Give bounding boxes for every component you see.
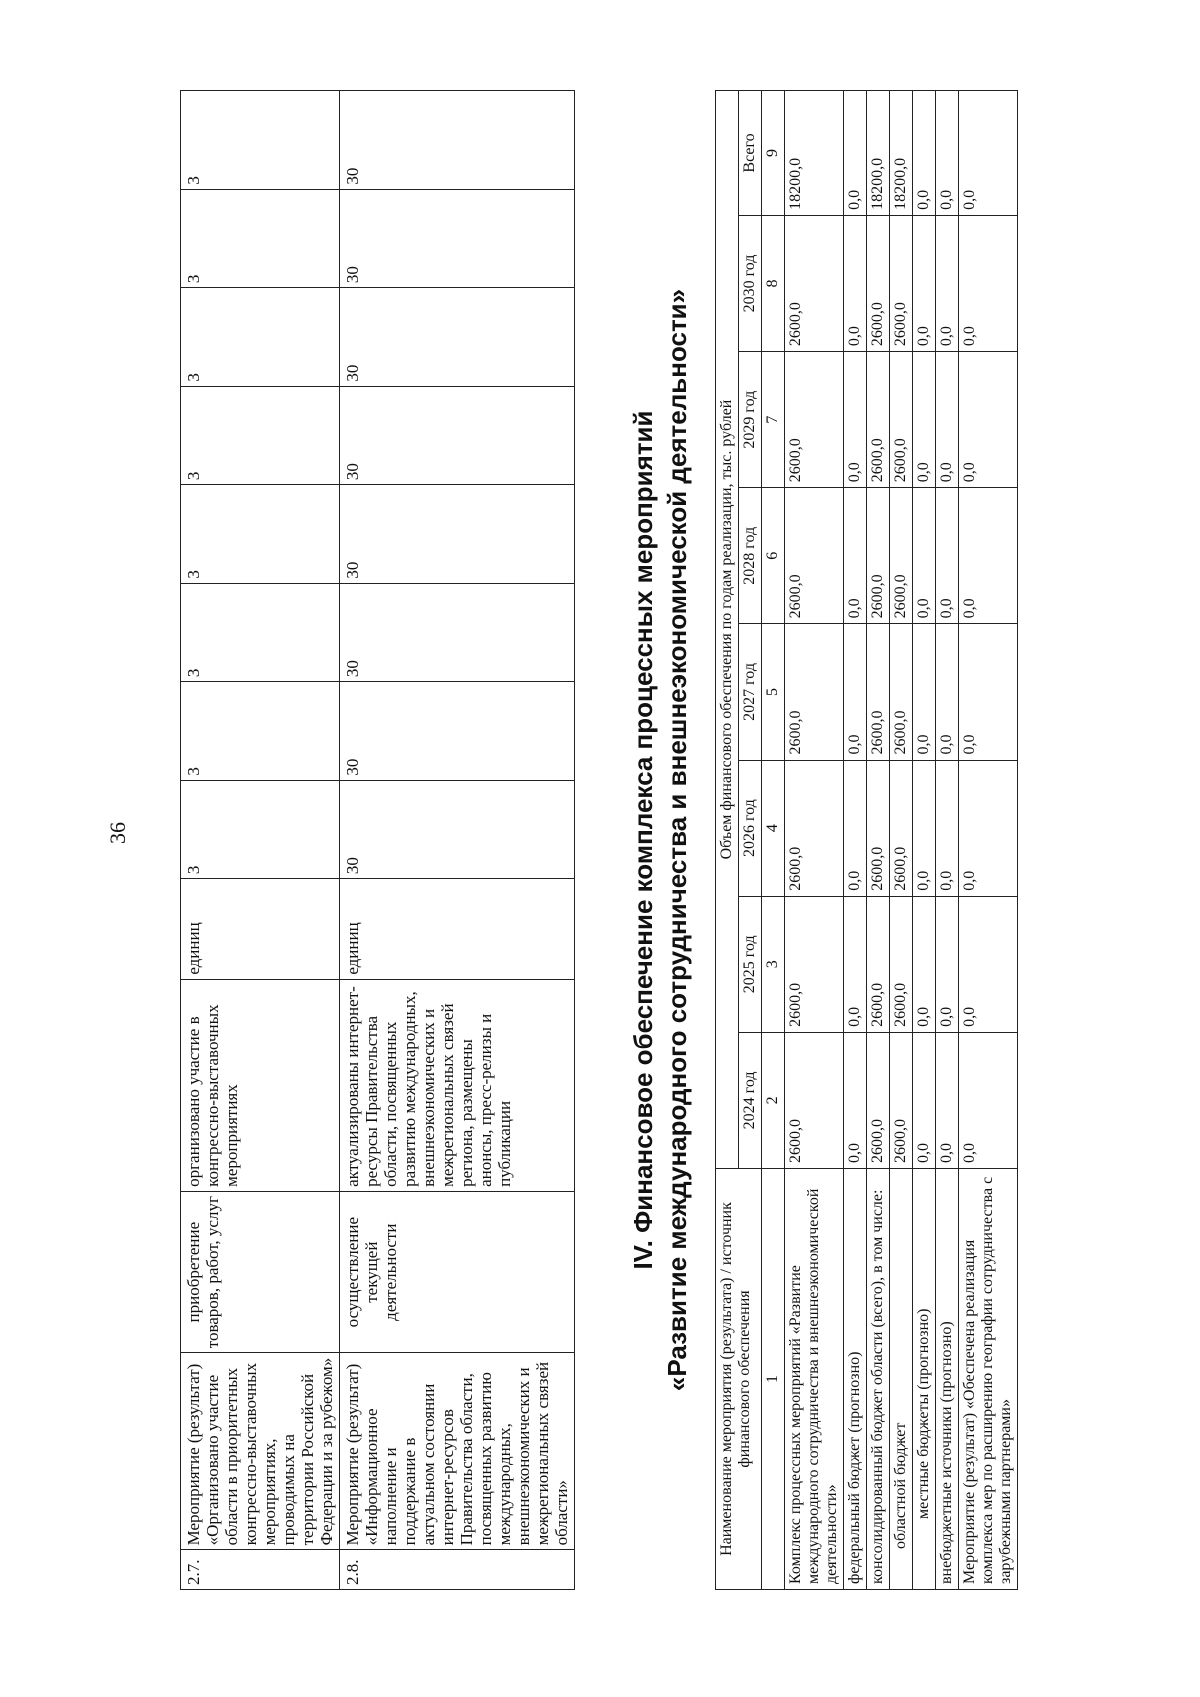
table-row bbox=[936, 91, 959, 1590]
value-cell: 0,0 bbox=[844, 215, 867, 351]
row-number: 2.7. bbox=[181, 1550, 340, 1590]
value-cell: 3 bbox=[181, 780, 340, 879]
row-label: федеральный бюджет (прогнозно) bbox=[844, 1169, 867, 1590]
table-row bbox=[867, 91, 890, 1590]
value-cell: 0,0 bbox=[844, 760, 867, 896]
activity-name: Мероприятие (результат) «Организовано участие области в приоритетных конгрессно-выставочных мероприятиях, проводимых на территории Российской Федерации и за рубежом» bbox=[181, 1353, 340, 1550]
unit-cell: единиц bbox=[340, 879, 575, 980]
value-cell: 2600,0 bbox=[867, 624, 890, 760]
col-number: 5 bbox=[762, 624, 785, 760]
activities-table bbox=[180, 90, 575, 1590]
total-cell: 0,0 bbox=[959, 91, 1018, 216]
value-cell: 0,0 bbox=[936, 352, 959, 488]
col-number: 9 bbox=[762, 91, 785, 216]
col1-header: Наименование мероприятия (результата) / источник финансового обеспечения bbox=[716, 1169, 762, 1590]
row-number: 2.8. bbox=[340, 1550, 575, 1590]
value-cell: 0,0 bbox=[959, 760, 1018, 896]
value-cell: 0,0 bbox=[913, 760, 936, 896]
value-cell: 2600,0 bbox=[890, 352, 913, 488]
value-cell: 0,0 bbox=[913, 896, 936, 1032]
value-cell: 30 bbox=[340, 288, 575, 387]
value-cell: 0,0 bbox=[936, 624, 959, 760]
value-cell: 3 bbox=[181, 91, 340, 190]
value-cell: 0,0 bbox=[936, 215, 959, 351]
value-cell: 0,0 bbox=[913, 488, 936, 624]
value-cell: 3 bbox=[181, 288, 340, 387]
value-cell: 2600,0 bbox=[890, 896, 913, 1032]
col-number: 7 bbox=[762, 352, 785, 488]
value-cell: 0,0 bbox=[936, 488, 959, 624]
activity-description: организовано участие в конгрессно-выставочных мероприятиях bbox=[181, 979, 340, 1191]
value-cell: 0,0 bbox=[913, 215, 936, 351]
row-label: местные бюджеты (прогнозно) bbox=[913, 1169, 936, 1590]
section-title bbox=[626, 90, 694, 1590]
activity-type: осуществление текущей деятельности bbox=[340, 1191, 575, 1352]
value-cell: 2600,0 bbox=[890, 1032, 913, 1168]
unit-cell: единиц bbox=[181, 879, 340, 980]
total-cell: 18200,0 bbox=[890, 91, 913, 216]
value-cell: 0,0 bbox=[959, 352, 1018, 488]
year-header: 2025 год bbox=[739, 896, 762, 1032]
table-row bbox=[785, 91, 844, 1590]
value-cell: 2600,0 bbox=[867, 352, 890, 488]
value-cell: 30 bbox=[340, 583, 575, 682]
section-title-line2: «Развитие международного сотрудничества и внешнеэкономической деятельности» bbox=[662, 288, 692, 1392]
value-cell: 2600,0 bbox=[890, 488, 913, 624]
group-header: Объем финансового обеспечения по годам реализации, тыс. рублей bbox=[716, 91, 739, 1169]
activity-type: приобретение товаров, работ, услуг bbox=[181, 1191, 340, 1352]
value-cell: 0,0 bbox=[959, 896, 1018, 1032]
value-cell: 0,0 bbox=[844, 896, 867, 1032]
value-cell: 0,0 bbox=[913, 1032, 936, 1168]
col-number: 1 bbox=[762, 1169, 785, 1590]
value-cell: 0,0 bbox=[844, 352, 867, 488]
col-number: 3 bbox=[762, 896, 785, 1032]
value-cell: 2600,0 bbox=[785, 896, 844, 1032]
value-cell: 0,0 bbox=[936, 1032, 959, 1168]
value-cell: 3 bbox=[181, 485, 340, 584]
rotated-content bbox=[150, 90, 1150, 1590]
value-cell: 0,0 bbox=[913, 352, 936, 488]
value-cell: 30 bbox=[340, 682, 575, 781]
total-cell: 0,0 bbox=[936, 91, 959, 216]
year-header: 2024 год bbox=[739, 1032, 762, 1168]
activity-name: Мероприятие (результат) «Информационное наполнение и поддержание в актуальном состоянии интернет-ресурсов Правительства области, посвященных развитию международных, внешнеэкономических и межрегиональных связей области» bbox=[340, 1353, 575, 1550]
table-row bbox=[340, 91, 575, 1590]
col-number: 4 bbox=[762, 760, 785, 896]
year-header: 2026 год bbox=[739, 760, 762, 896]
activity-description: актуализированы интернет-ресурсы Правительства области, посвященных развитию международных, внешнеэкономических и межрегиональных связей региона, размещены анонсы, пресс-релизы и публикации bbox=[340, 979, 575, 1191]
total-cell: 18200,0 bbox=[785, 91, 844, 216]
value-cell: 2600,0 bbox=[867, 215, 890, 351]
value-cell: 2600,0 bbox=[785, 1032, 844, 1168]
value-cell: 0,0 bbox=[959, 624, 1018, 760]
column-number-row bbox=[762, 91, 785, 1590]
col-number: 6 bbox=[762, 488, 785, 624]
value-cell: 30 bbox=[340, 780, 575, 879]
value-cell: 0,0 bbox=[959, 488, 1018, 624]
table-row bbox=[844, 91, 867, 1590]
value-cell: 2600,0 bbox=[890, 215, 913, 351]
value-cell: 0,0 bbox=[936, 760, 959, 896]
row-label: Комплекс процессных мероприятий «Развитие международного сотрудничества и внешнеэкономической деятельности» bbox=[785, 1169, 844, 1590]
value-cell: 3 bbox=[181, 682, 340, 781]
value-cell: 3 bbox=[181, 583, 340, 682]
header-row bbox=[716, 91, 739, 1590]
row-label: Мероприятие (результат) «Обеспечена реализация комплекса мер по расширению географии сотрудничества с зарубежными партнерами» bbox=[959, 1169, 1018, 1590]
value-cell: 0,0 bbox=[844, 624, 867, 760]
col-number: 2 bbox=[762, 1032, 785, 1168]
year-header: 2029 год bbox=[739, 352, 762, 488]
table-row bbox=[913, 91, 936, 1590]
year-header: 2028 год bbox=[739, 488, 762, 624]
total-cell: 0,0 bbox=[844, 91, 867, 216]
value-cell: 3 bbox=[181, 386, 340, 485]
year-header: 2030 год bbox=[739, 215, 762, 351]
row-label: внебюджетные источники (прогнозно) bbox=[936, 1169, 959, 1590]
value-cell: 30 bbox=[340, 91, 575, 190]
value-cell: 2600,0 bbox=[867, 488, 890, 624]
table-row bbox=[959, 91, 1018, 1590]
value-cell: 0,0 bbox=[936, 896, 959, 1032]
value-cell: 0,0 bbox=[844, 1032, 867, 1168]
value-cell: 2600,0 bbox=[867, 760, 890, 896]
value-cell: 2600,0 bbox=[867, 896, 890, 1032]
total-cell: 18200,0 bbox=[867, 91, 890, 216]
total-cell: 0,0 bbox=[913, 91, 936, 216]
row-label: областной бюджет bbox=[890, 1169, 913, 1590]
value-cell: 30 bbox=[340, 485, 575, 584]
value-cell: 30 bbox=[340, 386, 575, 485]
finance-table bbox=[715, 90, 1018, 1590]
value-cell: 2600,0 bbox=[785, 760, 844, 896]
value-cell: 2600,0 bbox=[785, 624, 844, 760]
value-cell: 0,0 bbox=[959, 215, 1018, 351]
value-cell: 2600,0 bbox=[890, 760, 913, 896]
value-cell: 0,0 bbox=[844, 488, 867, 624]
section-title-line1: IV. Финансовое обеспечение комплекса процессных мероприятий bbox=[628, 410, 658, 1270]
value-cell: 30 bbox=[340, 189, 575, 288]
value-cell: 2600,0 bbox=[785, 352, 844, 488]
value-cell: 0,0 bbox=[959, 1032, 1018, 1168]
value-cell: 2600,0 bbox=[867, 1032, 890, 1168]
value-cell: 3 bbox=[181, 189, 340, 288]
col-number: 8 bbox=[762, 215, 785, 351]
table-row bbox=[181, 91, 340, 1590]
year-header: 2027 год bbox=[739, 624, 762, 760]
value-cell: 2600,0 bbox=[890, 624, 913, 760]
page-number: 36 bbox=[105, 822, 130, 844]
value-cell: 0,0 bbox=[913, 624, 936, 760]
value-cell: 2600,0 bbox=[785, 488, 844, 624]
row-label: консолидированный бюджет области (всего), в том числе: bbox=[867, 1169, 890, 1590]
table-row bbox=[890, 91, 913, 1590]
total-header: Всего bbox=[739, 91, 762, 216]
value-cell: 2600,0 bbox=[785, 215, 844, 351]
